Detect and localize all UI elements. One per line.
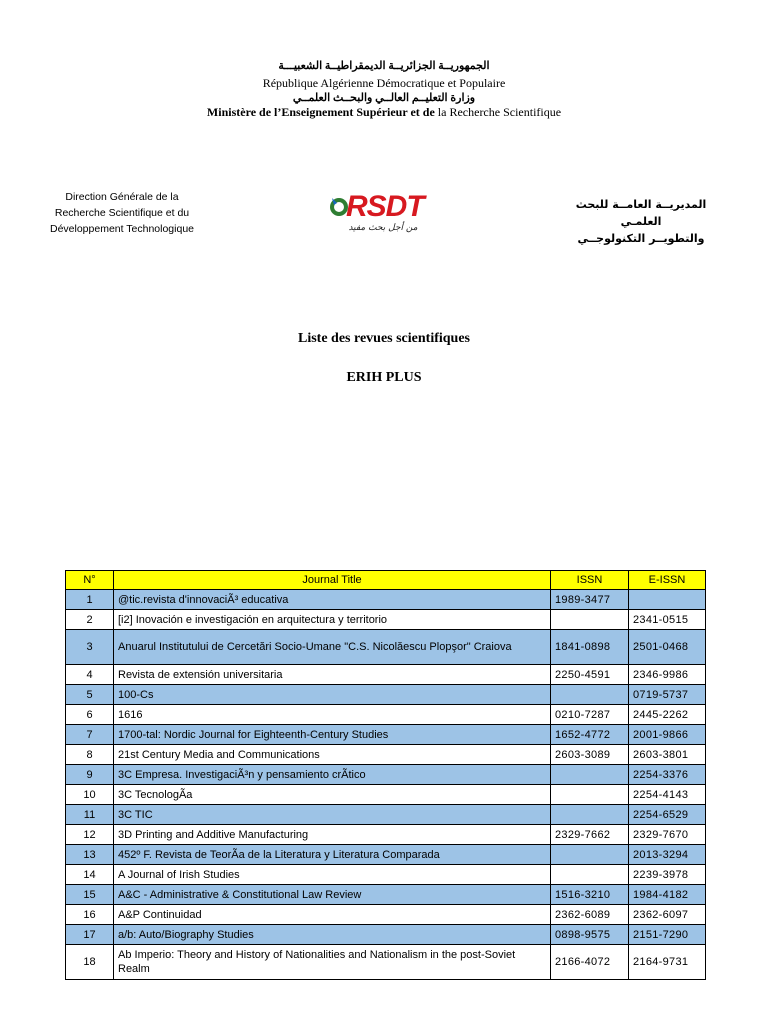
journal-title: 3C TIC (114, 805, 551, 825)
logo-tagline: من أجل بحث مفيد (348, 223, 418, 233)
header-french-ministry (0, 105, 768, 120)
issn-cell (551, 785, 629, 805)
org-left-line: Développement Technologique (50, 223, 194, 235)
eissn-cell: 2501-0468 (629, 630, 706, 665)
eissn-cell: 2164-9731 (629, 945, 706, 980)
row-number: 2 (66, 610, 114, 630)
journal-title: Ab Imperio: Theory and History of Nationalities and Nationalism in the post-Soviet Realm (114, 945, 551, 980)
row-number: 10 (66, 785, 114, 805)
eissn-cell: 2346-9986 (629, 665, 706, 685)
journal-title: [i2] Inovación e investigación en arquitectura y territorio (114, 610, 551, 630)
table-row (66, 665, 706, 685)
document-subtitle: ERIH PLUS (346, 370, 422, 385)
issn-cell: 1516-3210 (551, 885, 629, 905)
issn-cell: 2603-3089 (551, 745, 629, 765)
row-number: 5 (66, 685, 114, 705)
issn-cell (551, 805, 629, 825)
col-header-number: N° (66, 571, 114, 590)
org-name-arabic (556, 196, 726, 247)
row-number: 7 (66, 725, 114, 745)
table-row (66, 705, 706, 725)
dgrsdt-logo (328, 190, 444, 238)
table-row (66, 825, 706, 845)
eissn-cell: 0719-5737 (629, 685, 706, 705)
eissn-cell: 2254-6529 (629, 805, 706, 825)
eissn-cell: 2239-3978 (629, 865, 706, 885)
journal-title: @tic.revista d'innovaciÃ³ educativa (114, 590, 551, 610)
table-row (66, 945, 706, 980)
table-row (66, 925, 706, 945)
issn-cell: 2362-6089 (551, 905, 629, 925)
journal-title: 3C Empresa. InvestigaciÃ³n y pensamiento crÃtico (114, 765, 551, 785)
issn-cell (551, 865, 629, 885)
eissn-cell: 2445-2262 (629, 705, 706, 725)
issn-cell: 1652-4772 (551, 725, 629, 745)
row-number: 18 (66, 945, 114, 980)
eissn-cell: 2013-3294 (629, 845, 706, 865)
table-row (66, 745, 706, 765)
org-name-french (32, 189, 212, 237)
journal-title: 452º F. Revista de TeorÃa de la Literatura y Literatura Comparada (114, 845, 551, 865)
eissn-cell: 1984-4182 (629, 885, 706, 905)
row-number: 3 (66, 630, 114, 665)
eissn-cell: 2001-9866 (629, 725, 706, 745)
table-row (66, 590, 706, 610)
journal-title: 3D Printing and Additive Manufacturing (114, 825, 551, 845)
journal-table (65, 570, 706, 980)
journal-title: 3C TecnologÃa (114, 785, 551, 805)
journal-title: 1616 (114, 705, 551, 725)
row-number: 8 (66, 745, 114, 765)
journal-title: Revista de extensión universitaria (114, 665, 551, 685)
journal-title: A&C - Administrative & Constitutional Law Review (114, 885, 551, 905)
issn-cell (551, 610, 629, 630)
issn-cell: 1841-0898 (551, 630, 629, 665)
col-header-eissn: E-ISSN (629, 571, 706, 590)
row-number: 9 (66, 765, 114, 785)
table-row (66, 610, 706, 630)
issn-cell (551, 845, 629, 865)
ministry-normal-part: la Recherche Scientifique (437, 105, 562, 119)
table-row (66, 765, 706, 785)
table-row (66, 805, 706, 825)
table-row (66, 905, 706, 925)
issn-cell: 2329-7662 (551, 825, 629, 845)
journal-title: a/b: Auto/Biography Studies (114, 925, 551, 945)
ministry-bold-part: Ministère de l’Enseignement Supérieur et de (206, 105, 435, 119)
row-number: 14 (66, 865, 114, 885)
table-row (66, 685, 706, 705)
row-number: 13 (66, 845, 114, 865)
header-arabic-ministry: وزارة التعليــم العالــي والبحــث العلمــي (292, 92, 476, 104)
table-row (66, 865, 706, 885)
table-row (66, 785, 706, 805)
table-row (66, 885, 706, 905)
table-header-row (66, 571, 706, 590)
org-right-line: المديريــة العامــة للبحث العلمـي (575, 198, 707, 228)
row-number: 1 (66, 590, 114, 610)
header-arabic-republic: الجمهوريــة الجزائريــة الديمقراطيــة الشعبيـــة (278, 60, 490, 72)
issn-cell (551, 765, 629, 785)
issn-cell: 2250-4591 (551, 665, 629, 685)
row-number: 12 (66, 825, 114, 845)
document-title: Liste des revues scientifiques (297, 331, 470, 346)
table-row (66, 845, 706, 865)
row-number: 16 (66, 905, 114, 925)
journal-title: A Journal of Irish Studies (114, 865, 551, 885)
eissn-cell: 2329-7670 (629, 825, 706, 845)
row-number: 11 (66, 805, 114, 825)
eissn-cell: 2362-6097 (629, 905, 706, 925)
eissn-cell: 2603-3801 (629, 745, 706, 765)
journal-title: A&P Continuidad (114, 905, 551, 925)
eissn-cell: 2151-7290 (629, 925, 706, 945)
org-right-line: والتطويــر التكنولوجــي (577, 232, 705, 245)
header-french-republic: République Algérienne Démocratique et Populaire (262, 76, 506, 90)
row-number: 4 (66, 665, 114, 685)
row-number: 15 (66, 885, 114, 905)
issn-cell (551, 685, 629, 705)
logo-text: RSDT (346, 190, 424, 223)
org-left-line: Direction Générale de la (65, 191, 179, 203)
journal-title: 100-Cs (114, 685, 551, 705)
row-number: 6 (66, 705, 114, 725)
table-row (66, 630, 706, 665)
row-number: 17 (66, 925, 114, 945)
issn-cell: 0898-9575 (551, 925, 629, 945)
table-row (66, 725, 706, 745)
eissn-cell: 2341-0515 (629, 610, 706, 630)
eissn-cell (629, 590, 706, 610)
journal-title: 21st Century Media and Communications (114, 745, 551, 765)
eissn-cell: 2254-3376 (629, 765, 706, 785)
journal-title: Anuarul Institutului de Cercetări Socio-Umane "C.S. Nicolăescu Plopşor" Craiova (114, 630, 551, 665)
issn-cell: 1989-3477 (551, 590, 629, 610)
col-header-issn: ISSN (551, 571, 629, 590)
col-header-title: Journal Title (114, 571, 551, 590)
org-left-line: Recherche Scientifique et du (54, 207, 190, 219)
eissn-cell: 2254-4143 (629, 785, 706, 805)
journal-title: 1700-tal: Nordic Journal for Eighteenth-Century Studies (114, 725, 551, 745)
issn-cell: 2166-4072 (551, 945, 629, 980)
issn-cell: 0210-7287 (551, 705, 629, 725)
